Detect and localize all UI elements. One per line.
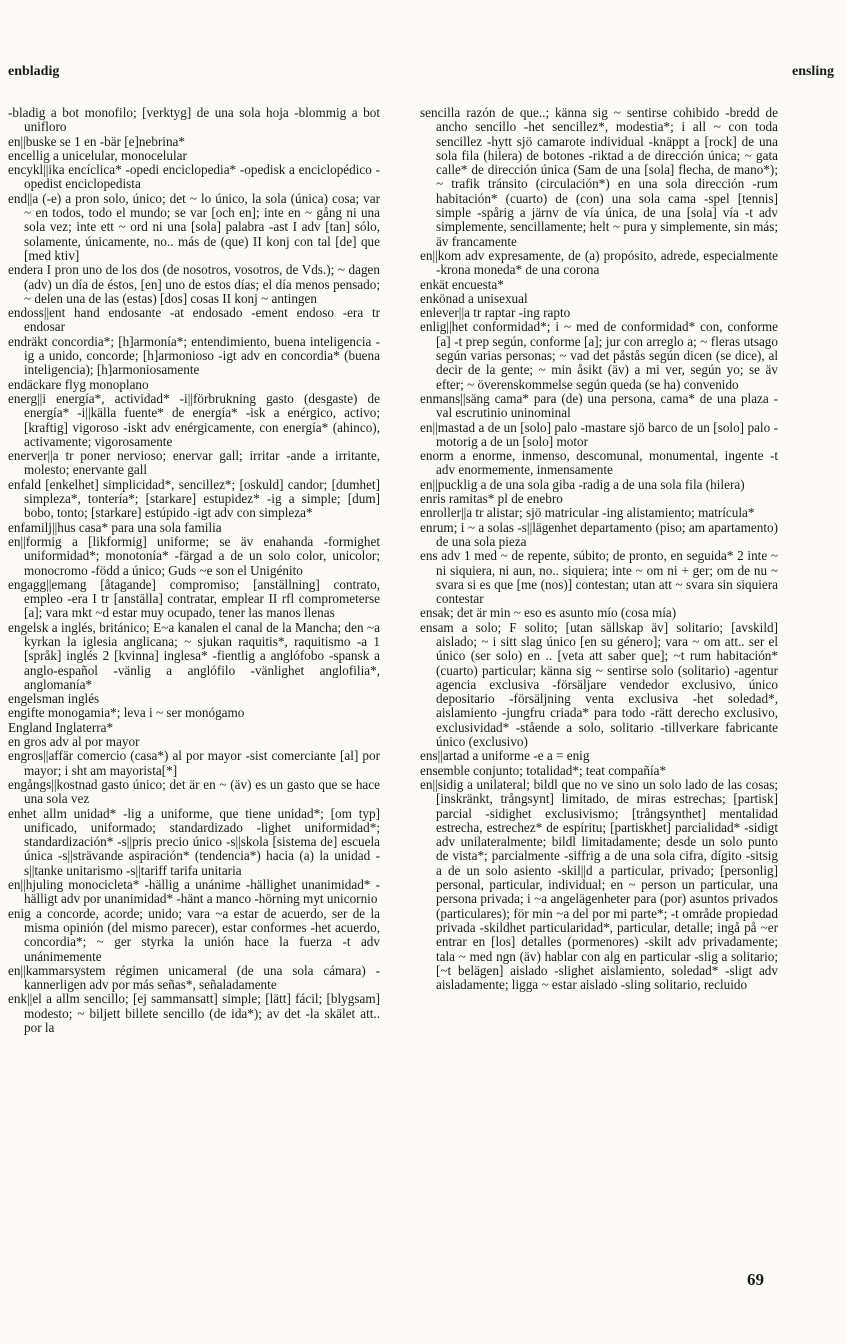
dictionary-entry: en gros adv al por mayor [8, 734, 140, 750]
right-column [420, 106, 778, 1266]
dictionary-entry: sencilla razón de que..; känna sig ~ sentirse cohibido -bredd de ancho sencillo -het sencillez*, modestia*; i all ~ con toda sencillez -hytt sjö camarote individual -knäppt a [rock] de una sola fila (hilera) de botones -riktad a de dirección única; ~ gata calle* de dirección única (Sam de una [sola] flecha, de mano*); ~ trafik tránsito (circulación*) en una sola dirección -rum habitación* (cuarto) de (con) una sola cama -spel [tennis] simple -spårig a järnv de vía única, de una [sola] vía -t adv simplemente, sencillamente; helt ~ pura y simplemente, sin más; äv francamente [420, 106, 778, 249]
dictionary-entry: engelsman inglés [8, 691, 100, 707]
dictionary-entry: enig a concorde, acorde; unido; vara ~a estar de acuerdo, ser de la misma opinión (del mismo parecer), estar conformes -het acuerdo, concordia*; ~ ger styrka la unión hace la fuerza -t adv unánimemente [8, 905, 380, 964]
dictionary-entry: enk||el a allm sencillo; [ej sammansatt] simple; [lätt] fácil; [blygsam] modesto; ~ biljett billete sencillo (de ida*); av det -la skälet att.. por la [8, 991, 380, 1035]
page-number: 69 [747, 1270, 764, 1289]
dictionary-entry: enorm a enorme, inmenso, descomunal, monumental, ingente -t adv enormemente, inmensamente [420, 448, 778, 478]
left-guide-word: enbladig [8, 64, 60, 79]
dictionary-entry: enmans||säng cama* para (de) una persona, cama* de una plaza -val escrutinio uninominal [420, 390, 778, 421]
dictionary-entry: enkönad a unisexual [420, 290, 528, 306]
dictionary-entry: enris ramitas* pl de enebro [420, 491, 563, 507]
dictionary-entry: enfald [enkelhet] simplicidad*, sencillez*; [oskuld] candor; [dumhet] simpleza*, tontería*; [starkare] estupidez* -ig a simple; [dum] bobo, tonto; [starkare] estúpido -igt adv con simpleza* [8, 476, 380, 521]
dictionary-entry: energ||i energía*, actividad* -i||förbrukning gasto (desgaste) de energía* -i||källa fuente* de energía* -isk a enérgico, activo; [kraftig] vigoroso -iskt adv enérgicamente, con energía* (ahinco), activamente; vigorosamente [8, 390, 380, 449]
dictionary-entry: engångs||kostnad gasto único; det är en ~ (äv) es un gasto que se hace una sola vez [8, 776, 380, 807]
dictionary-entry: en||kammarsystem régimen unicameral (de una sola cámara) -kannerligen adv por más señas*, señaladamente [8, 962, 380, 993]
dictionary-entry: enlever||a tr raptar -ing rapto [420, 305, 571, 321]
dictionary-entry: -bladig a bot monofilo; [verktyg] de una sola hoja -blommig a bot unifloro [8, 106, 380, 135]
dictionary-entry: ens adv 1 med ~ de repente, súbito; de pronto, en seguida* 2 inte ~ ni siquiera, ni aun, no.. siquiera; inte ~ om ni + ger; om de nu ~ svara si es que [me (nos)] contestan; utan att ~ svara sin siquiera contestar [420, 548, 778, 607]
dictionary-entry: ensemble conjunto; totalidad*; teat compañía* [420, 762, 667, 778]
dictionary-entry: en||sidig a unilateral; bildl que no ve sino un solo lado de las cosas; [inskränkt, trångsynt] limitado, de miras estrechas; [partisk] parcial -sidighet exclusivismo; [trångsynthet] mentalidad estrecha, estrechez* de espíritu; [partiskhet] parcialidad* -sidigt adv unilateralmente; bildl limitadamente; desde un solo punto de vista*; parcialmente -siffrig a de una sola cifra, dígito -sitsig a de un solo asiento -skil||d a particular, privado; [personlig] personal, particular, individual; en ~ person un particular, una persona privada; i ~a angelägenheter para (por) asuntos privados (particulares); för min ~a del por mi parte*; -t område propiedad privada -skildhet particularidad*, particular, detalle; ingå på ~er entrar en [los] detalles (pormenores) -skilt adv privadamente; tala ~ med ngn (äv) hablar con alg en particular -slig a solitario; [~t belägen] aislado -slighet aislamiento, soledad* -sligt adv aisladamente; ligga ~ estar aislado -sling solitario, recluido [420, 776, 778, 993]
dictionary-entry: en||buske se 1 en -bär [e]nebrina* [8, 133, 186, 149]
dictionary-entry: encellig a unicelular, monocelular [8, 147, 187, 163]
dictionary-entry: en||pucklig a de una sola giba -radig a de una sola fila (hilera) [420, 476, 745, 492]
dictionary-entry: endräkt concordia*; [h]armonía*; entendimiento, buena inteligencia -ig a unido, concorde; [h]armonioso -igt adv en concordia* (buena inteligencia); [h]armoniosamente [8, 333, 380, 378]
dictionary-entry: en||mastad a de un [solo] palo -mastare sjö barco de un [solo] palo -motorig a de un [solo] motor [420, 419, 778, 449]
dictionary-entry: enerver||a tr poner nervioso; enervar gall; irritar -ande a irritante, molesto; enervante gall [8, 448, 380, 478]
dictionary-entry: end||a (-e) a pron solo, único; det ~ lo único, la sola (única) cosa; var ~ en todos, todo el mundo; se var [och en]; inte en ~ gång ni una sola vez; inte ett ~ ord ni una [sola] palabra -ast I adv [tan] sólo, solamente, únicamente, no.. más de (que) II konj con tal [de] que [med ktiv] [8, 190, 380, 263]
dictionary-entry: ens||artad a uniforme -e a = enig [420, 748, 590, 764]
dictionary-entry: en||kom adv expresamente, de (a) propósito, adrede, especialmente -krona moneda* de una corona [420, 247, 778, 278]
dictionary-entry: engros||affär comercio (casa*) al por mayor -sist comerciante [al] por mayor; i sht am mayorista[*] [8, 748, 380, 778]
dictionary-entry: ensak; det är min ~ eso es asunto mío (cosa mía) [420, 605, 677, 621]
dictionary-entry: enlig||het conformidad*; i ~ med de conformidad* con, conforme [a] -t prep según, conforme [a]; jur con arreglo a; ~ fleras utsago según varias personas; ~ vad det påstås según dicen (se dice), al decir de la gente; ~ min åsikt (äv) a mi ver, según yo; se äv efter; ~ överenskommelse según queda (se ha) convenido [420, 319, 778, 392]
right-guide-word: ensling [791, 64, 834, 79]
dictionary-entry: endäckare flyg monoplano [8, 376, 149, 392]
dictionary-entry: England Inglaterra* [8, 719, 114, 735]
dictionary-entry: enfamilj||hus casa* para una sola familia [8, 519, 222, 535]
page-header [8, 64, 834, 88]
left-column [8, 106, 380, 1266]
dictionary-entry: endera I pron uno de los dos (de nosotros, vosotros, de Vds.); ~ dagen (adv) un día de éstos, [en] uno de estos días; el día menos pensado; ~ delen una de las (estas) [dos] cosas II konj ~ antingen [8, 262, 380, 306]
dictionary-entry: engelsk a inglés, británico; E~a kanalen el canal de la Mancha; den ~a kyrkan la iglesia anglicana; ~ sjukan raquitis*, raquitismo -a 1 [språk] inglés 2 [kvinna] inglesa* -fientlig a anglófobo -spansk a anglo-español -vänlig a anglófilo -vänlighet anglofilia*, anglomanía* [8, 619, 380, 692]
dictionary-entry: enhet allm unidad* -lig a uniforme, que tiene unidad*; [om typ] unificado, uniformado; standardizado -lighet uniformidad*; standardización* -s||pris precio único -s||skola [sistema de] escuela única -s||strävande aspiración* (tendencia*) hacia (a) la unidad -s||tanke unitarismo -s||tariff tarifa unitaria [8, 805, 380, 878]
dictionary-entry: engifte monogamia*; leva i ~ ser monógamo [8, 705, 245, 721]
dictionary-entry: ensam a solo; F solito; [utan sällskap äv] solitario; [avskild] aislado; ~ i sitt slag único [en su género]; vara ~ om att.. ser el único (ser solo) en .. [veta att saber que]; ~t rum habitación* (cuarto) particular; känna sig ~ sentirse solo (solitario) -agentur agencia exclusiva -försäljare vendedor exclusivo, único depositario -försäljning venta exclusiva -het soledad*, aislamiento -jungfru criada* para todo -rätt derecho exclusivo, exclusividad* -stående a solo, solitario -tillverkare fabricante único (exclusivo) [420, 619, 778, 750]
dictionary-entry: enkät encuesta* [420, 276, 504, 292]
dictionary-entry: en||hjuling monocicleta* -hällig a unánime -hällighet unanimidad* -hälligt adv por unanimidad* -hänt a manco -hörning myt unicornio [8, 877, 380, 907]
dictionary-entry: enrum; i ~ a solas -s||lägenhet departamento (piso; am apartamento) de una sola pieza [420, 519, 778, 549]
dictionary-entry: encykl||ika encíclica* -opedi enciclopedia* -opedisk a enciclopédico -opedist enciclopedista [8, 162, 380, 192]
dictionary-entry: enroller||a tr alistar; sjö matricular -ing alistamiento; matrícula* [420, 505, 755, 521]
dictionary-entry: engagg||emang [åtagande] compromiso; [anställning] contrato, empleo -era I tr [anställa] contratar, emplear II rfl comprometerse [a]; vara mkt ~d estar muy ocupado, tener las manos llenas [8, 576, 380, 621]
dictionary-entry: en||formig a [likformig] uniforme; se äv enahanda -formighet uniformidad*; monotonía* -färgad a de un solo color, unicolor; monocromo -född a único; Guds ~e son el Unigénito [8, 533, 380, 578]
dictionary-entry: endoss||ent hand endosante -at endosado -ement endoso -era tr endosar [8, 305, 380, 335]
